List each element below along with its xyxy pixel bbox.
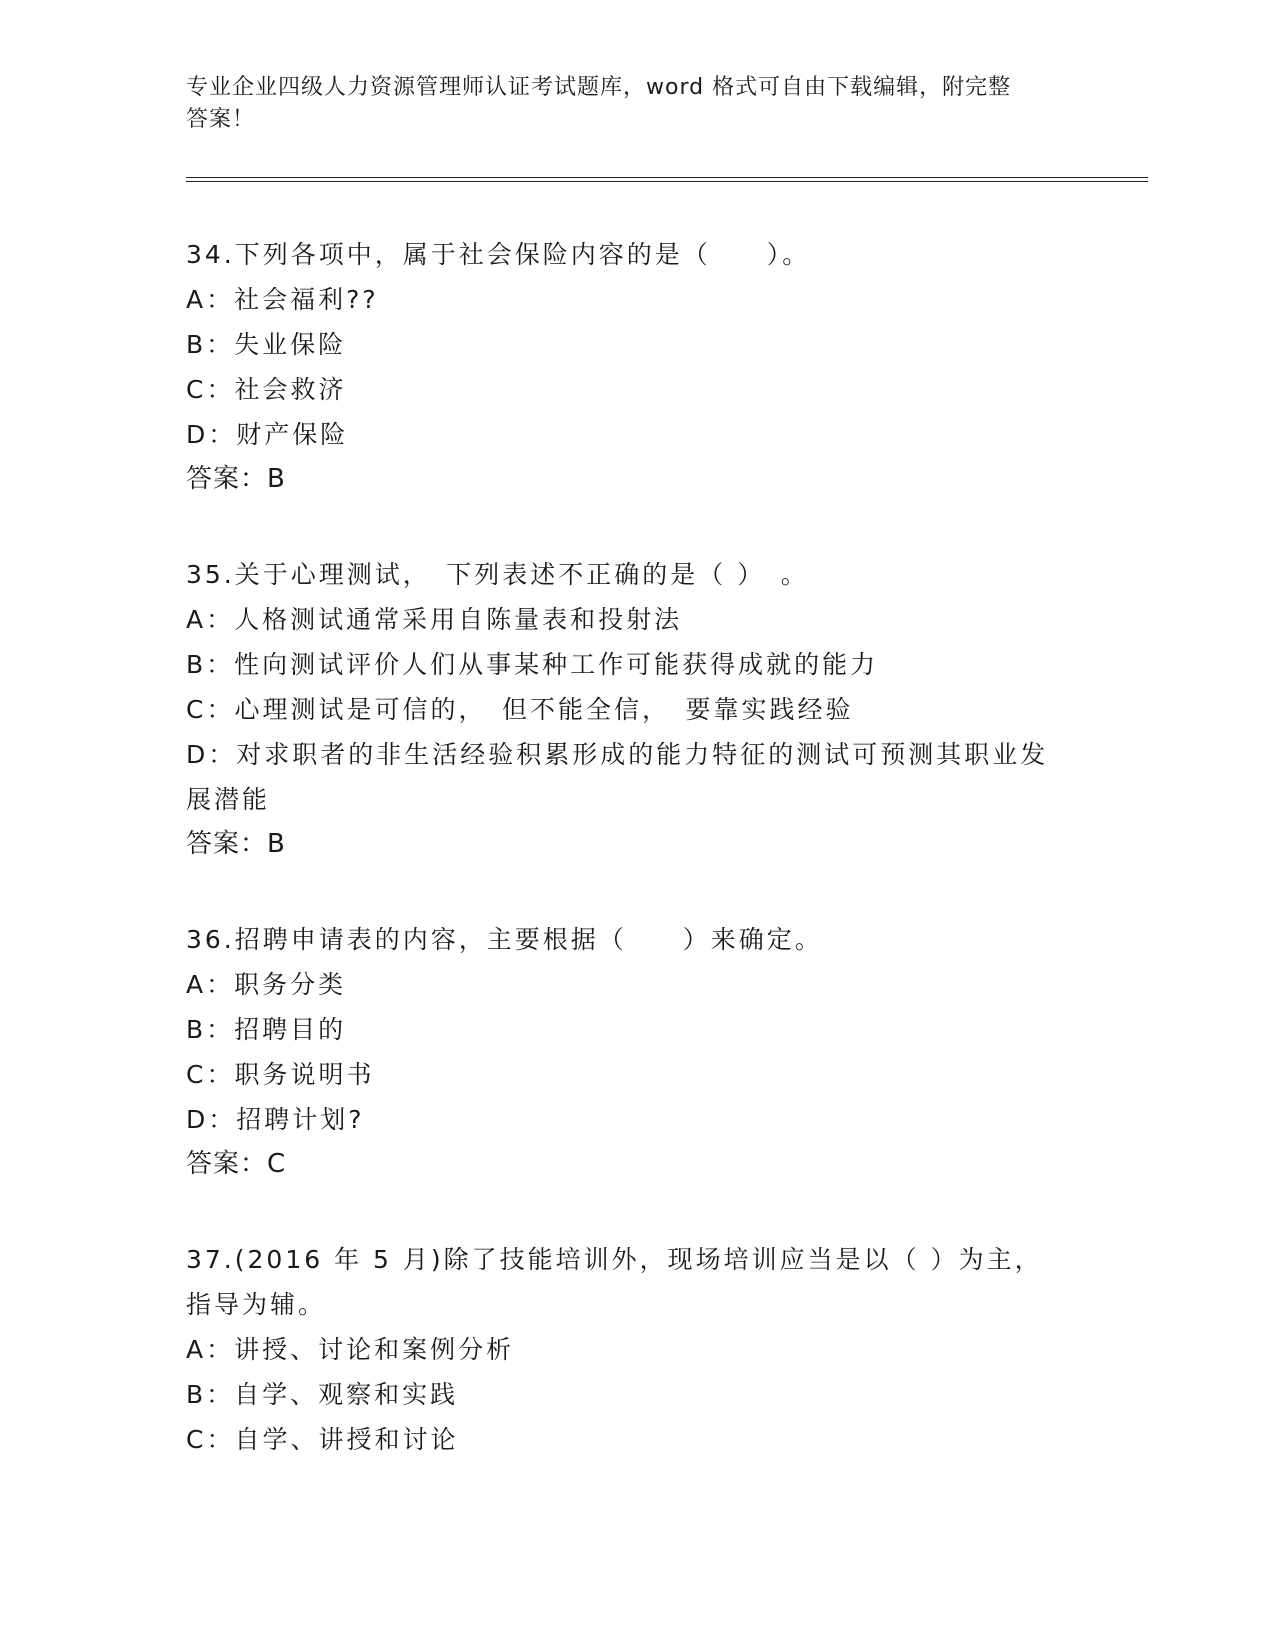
- header-line-2: 答案！: [186, 107, 256, 132]
- option-a: A：人格测试通常采用自陈量表和投射法: [186, 605, 683, 634]
- question-35: [186, 552, 1066, 867]
- option-a: A：职务分类: [186, 970, 347, 999]
- answer-line: 答案：B: [186, 464, 286, 494]
- option-c: C：社会救济: [186, 375, 347, 404]
- question-34: [186, 232, 1066, 502]
- option-b: B：自学、观察和实践: [186, 1380, 459, 1409]
- option-d: D：招聘计划?: [186, 1105, 365, 1134]
- page-header: [186, 72, 1066, 136]
- option-d: D：财产保险: [186, 420, 349, 449]
- answer-line: 答案：C: [186, 1149, 287, 1179]
- question-stem: 37.(2016 年 5 月)除了技能培训外，现场培训应当是以（ ）为主，指导为辅。: [186, 1245, 1043, 1319]
- option-c: C：心理测试是可信的， 但不能全信， 要靠实践经验: [186, 695, 854, 724]
- header-divider: [186, 177, 1148, 182]
- question-stem: 34.下列各项中，属于社会保险内容的是（ ）。: [186, 240, 811, 269]
- answer-line: 答案：B: [186, 829, 286, 859]
- option-b: B：性向测试评价人们从事某种工作可能获得成就的能力: [186, 650, 879, 679]
- question-36: [186, 917, 1066, 1187]
- question-list: [186, 232, 1066, 1512]
- option-c: C：职务说明书: [186, 1060, 375, 1089]
- question-stem: 35.关于心理测试， 下列表述不正确的是（ ） 。: [186, 560, 809, 589]
- option-a: A：社会福利??: [186, 285, 379, 314]
- option-b: B：失业保险: [186, 330, 347, 359]
- option-c: C：自学、讲授和讨论: [186, 1425, 459, 1454]
- option-b: B：招聘目的: [186, 1015, 347, 1044]
- question-stem: 36.招聘申请表的内容，主要根据（ ）来确定。: [186, 925, 823, 954]
- option-a: A：讲授、讨论和案例分析: [186, 1335, 515, 1364]
- option-d: D：对求职者的非生活经验积累形成的能力特征的测试可预测其职业发展潜能: [186, 740, 1049, 814]
- question-37: [186, 1237, 1066, 1462]
- header-line-1: 专业企业四级人力资源管理师认证考试题库，word 格式可自由下载编辑，附完整: [186, 75, 1012, 100]
